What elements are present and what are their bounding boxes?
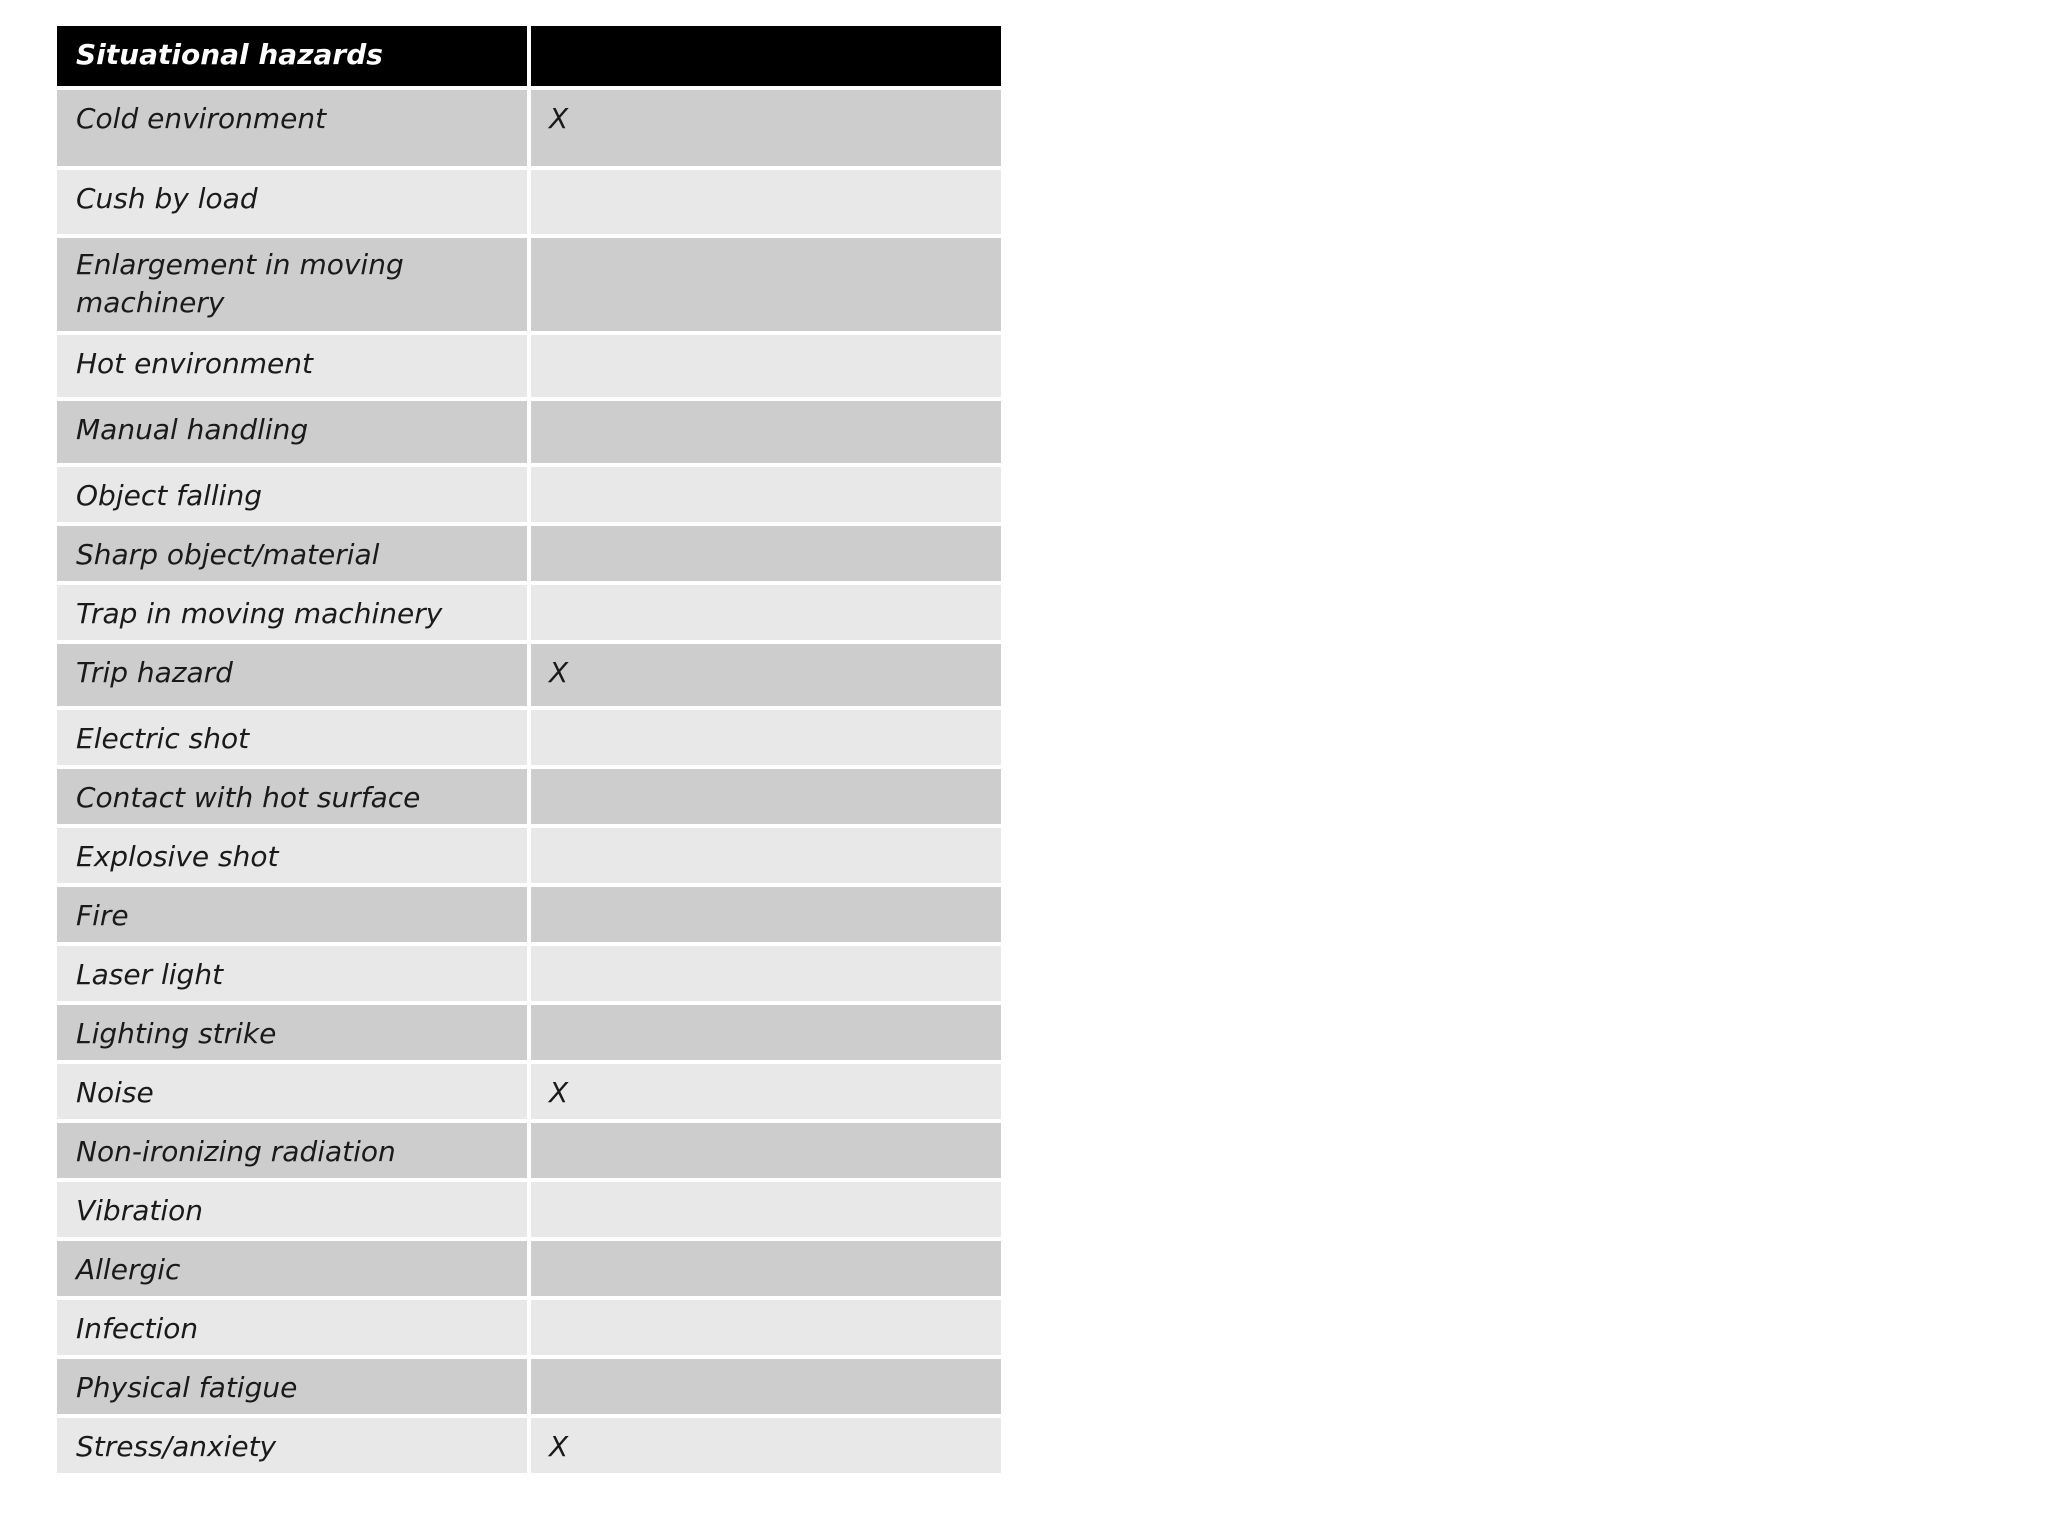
table-row	[57, 1005, 1001, 1060]
mark-cell: X	[531, 90, 1001, 166]
hazard-cell: Lighting strike	[57, 1005, 527, 1060]
hazard-cell: Fire	[57, 887, 527, 942]
mark-cell	[531, 710, 1001, 765]
table-row	[57, 946, 1001, 1001]
hazard-cell: Vibration	[57, 1182, 527, 1237]
table-row	[57, 828, 1001, 883]
hazard-cell: Infection	[57, 1300, 527, 1355]
mark-cell	[531, 887, 1001, 942]
header-cell-hazards: Situational hazards	[57, 26, 527, 86]
table-row	[57, 90, 1001, 166]
table-row	[57, 401, 1001, 463]
table-row	[57, 585, 1001, 640]
table-row	[57, 769, 1001, 824]
hazard-cell: Electric shot	[57, 710, 527, 765]
table-row	[57, 238, 1001, 331]
hazard-cell: Allergic	[57, 1241, 527, 1296]
hazard-cell: Non-ironizing radiation	[57, 1123, 527, 1178]
hazard-cell: Physical fatigue	[57, 1359, 527, 1414]
mark-cell	[531, 769, 1001, 824]
table-row	[57, 335, 1001, 397]
table-row	[57, 1064, 1001, 1119]
mark-cell	[531, 467, 1001, 522]
table-row	[57, 467, 1001, 522]
table-row	[57, 1418, 1001, 1473]
table-row	[57, 1182, 1001, 1237]
mark-cell: X	[531, 1418, 1001, 1473]
hazard-cell: Cush by load	[57, 170, 527, 234]
table-row	[57, 170, 1001, 234]
mark-cell	[531, 335, 1001, 397]
mark-cell	[531, 946, 1001, 1001]
hazard-cell: Contact with hot surface	[57, 769, 527, 824]
mark-cell	[531, 1005, 1001, 1060]
situational-hazards-table	[57, 26, 1001, 1473]
hazard-cell: Noise	[57, 1064, 527, 1119]
hazard-cell: Trap in moving machinery	[57, 585, 527, 640]
hazard-cell: Laser light	[57, 946, 527, 1001]
mark-cell	[531, 1300, 1001, 1355]
hazard-cell: Stress/anxiety	[57, 1418, 527, 1473]
mark-cell	[531, 1123, 1001, 1178]
mark-cell: X	[531, 1064, 1001, 1119]
mark-cell: X	[531, 644, 1001, 706]
table-row	[57, 1359, 1001, 1414]
mark-cell	[531, 170, 1001, 234]
hazard-cell: Enlargement in moving machinery	[57, 238, 527, 331]
table-row	[57, 710, 1001, 765]
hazard-cell: Manual handling	[57, 401, 527, 463]
hazard-cell: Object falling	[57, 467, 527, 522]
mark-cell	[531, 238, 1001, 331]
mark-cell	[531, 1241, 1001, 1296]
mark-cell	[531, 1182, 1001, 1237]
table-header-row	[57, 26, 1001, 86]
hazard-cell: Cold environment	[57, 90, 527, 166]
table-row	[57, 1241, 1001, 1296]
mark-cell	[531, 526, 1001, 581]
hazard-cell: Hot environment	[57, 335, 527, 397]
table-row	[57, 887, 1001, 942]
hazard-cell: Trip hazard	[57, 644, 527, 706]
mark-cell	[531, 828, 1001, 883]
table-row	[57, 1123, 1001, 1178]
table-row	[57, 526, 1001, 581]
table-row	[57, 644, 1001, 706]
mark-cell	[531, 1359, 1001, 1414]
header-cell-mark	[531, 26, 1001, 86]
hazard-cell: Sharp object/material	[57, 526, 527, 581]
mark-cell	[531, 401, 1001, 463]
table-row	[57, 1300, 1001, 1355]
hazard-cell: Explosive shot	[57, 828, 527, 883]
mark-cell	[531, 585, 1001, 640]
